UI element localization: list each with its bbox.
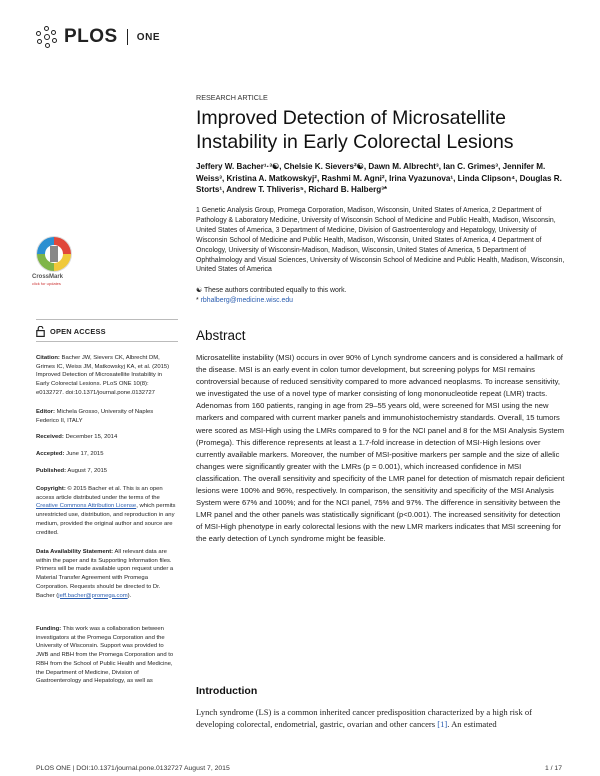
funding-text: This work was a collaboration between investigators at the Promega Corporation and the University of Wisconsin. Support was provided to JWB and RBH from the Promega Corporation and to RBH from the School of Public Health and Medicine, the Department of Medicine, Division of Gastroenterology and Hepatology, as well as — [36, 626, 174, 685]
citation-block — [36, 354, 176, 398]
article-title: Improved Detection of Microsatellite Instability in Early Colorectal Lesions — [196, 107, 514, 153]
sidebar-divider-oa — [36, 341, 178, 342]
citation-label: Citation: — [36, 355, 60, 361]
copyright-block — [36, 485, 176, 537]
author-notes — [196, 286, 568, 305]
introduction-text — [196, 706, 568, 730]
contact-email-link[interactable]: jeff.bacher@promega.com — [58, 592, 128, 599]
copyright-text: © 2015 Bacher et al. This is an open access article distributed under the terms of the — [36, 486, 163, 501]
copyright-text-end: , which permits unrestricted use, distribution, and reproduction in any medium, provided the original author and source are credited. — [36, 503, 176, 536]
journal-logo — [36, 26, 160, 48]
crossmark-sub: click for updates — [32, 281, 61, 286]
author-list: Jeffery W. Bacher¹·³☯, Chelsie K. Sievers²☯, Dawn M. Albrecht³, Ian C. Grimes³, Jennifer M. Weiss³, Kristina A. Matkowskyj², Rashmi M. Agni², Irina Vyazunova¹, Linda Clipson⁴, Douglas R. Storts¹, Andrew T. Thliveris⁵, Richard B. Halberg³* — [196, 162, 562, 194]
crossmark-label: CrossMark — [32, 274, 64, 280]
abstract-text: Microsatellite instability (MSI) occurs in over 90% of Lynch syndrome cancers and is considered a hallmark of the disease. MSI is an early event in colon tumor development, but screening polyps for MSI remains controversial because of reduced sensitivity compared to more advanced neoplasms. To increase sensitivity, we investigated the use of a novel type of marker consisting of long mononucleotide repeat (LMR) tracts. Adenomas from 160 patients, ranging in age from 29–55 years old, were screened for MSI using the new markers and compared with current marker panels and immunohistochemistry standards. Overall, 15 tumors were scored as MSI-High using the LMRs compared to 9 for the NCI panel and 8 for the MSI Analysis System (Promega). This difference represents at least a 1.7-fold increase in detection of MSI-High lesions over currently available markers. Moreover, the number of MSI-positive markers per sample and the size of allelic changes were significantly greater with the LMRs (p = 0.001), which increased confidence in MSI classification. The overall sensitivity and specificity of the LMR panel for detection of mismatch repair deficient lesions were 100% and 96%, respectively. In comparison, the sensitivity and specificity of the MSI Analysis System were 67% and 100%; and for the NCI panel, 75% and 97%. The difference in sensitivity between the LMR panel and the other panels was statistically significant (p<0.001). The increased sensitivity for detection of MSI-High phenotype in early colorectal lesions with the new LMR markers indicates that MSI screening for the early detection of Lynch syndrome might be feasible. — [196, 353, 565, 544]
journal-sub: ONE — [136, 31, 161, 43]
published-date: August 7, 2015 — [67, 468, 108, 474]
accepted-label: Accepted: — [36, 451, 65, 457]
editor-text: Michela Grosso, University of Naples Federico II, ITALY — [36, 409, 154, 424]
funding-block — [36, 625, 176, 686]
intro-text-start: Lynch syndrome (LS) is a common inherited cancer predisposition characterized by a high risk of developing colorectal, endometrial, gastric, ovarian and other cancers — [196, 707, 533, 730]
journal-name: PLOS — [64, 26, 118, 47]
editor-label: Editor: — [36, 409, 55, 415]
page-number: 1 / 17 — [544, 765, 562, 772]
received-date: December 15, 2014 — [65, 434, 118, 440]
sidebar-divider-top — [36, 319, 178, 320]
corresponding-email-row: * rbhalberg@medicine.wisc.edu — [196, 296, 294, 304]
citation-text: Bacher JW, Sievers CK, Albrecht DM, Grimes IC, Weiss JM, Matkowskyj KA, et al. (2015) Improved Detection of Microsatellite Instability in Early Colorectal Lesions. PLoS ONE 10(8): e0132727. doi:10.1371/journal.pone.0132727 — [36, 355, 170, 396]
data-availability-end: ). — [127, 592, 132, 599]
equal-contribution-note: ☯ These authors contributed equally to this work. — [196, 287, 347, 294]
footer-citation: PLOS ONE | DOI:10.1371/journal.pone.0132727 August 7, 2015 — [36, 765, 230, 772]
accepted-date: June 17, 2015 — [66, 451, 104, 457]
plos-dots-icon — [36, 26, 58, 48]
logo-divider — [127, 29, 128, 45]
intro-text-end: . An estimated — [447, 719, 497, 730]
affiliations: 1 Genetic Analysis Group, Promega Corporation, Madison, Wisconsin, United States of America, 2 Department of Pathology & Laboratory Medicine, University of Wisconsin School of Medicine and Public Health, Madison, Wisconsin, United States of America, 3 Department of Medicine, Division of Gastroenterology and Hepatology, University of Wisconsin School of Medicine and Public Health, Madison, Wisconsin, United States of America, 4 Department of Oncology, University of Wisconsin-Madison, Madison, Wisconsin, United States of America, 5 Department of Ophthalmology and Visual Sciences, University of Wisconsin School of Medicine and Public Health, Madison, Wisconsin, United States of America — [196, 207, 565, 274]
copyright-label: Copyright: — [36, 486, 66, 492]
reference-link[interactable]: [1] — [437, 719, 448, 730]
article-type: RESEARCH ARTICLE — [196, 93, 268, 102]
data-availability-block — [36, 548, 176, 600]
received-block — [36, 433, 176, 442]
funding-label: Funding: — [36, 626, 62, 632]
accepted-block — [36, 450, 176, 459]
editor-block — [36, 408, 176, 425]
corresponding-email-link[interactable]: rbhalberg@medicine.wisc.edu — [200, 296, 294, 304]
open-access-badge — [36, 326, 106, 337]
open-access-label: OPEN ACCESS — [50, 327, 106, 336]
received-label: Received: — [36, 434, 64, 440]
open-lock-icon — [36, 326, 45, 337]
data-availability-text: All relevant data are within the paper and its Supporting Information files. Primers will be made available upon request under a Material Transfer Agreement with Promega Corporation. Requests should be directed to Dr. Bacher ( — [36, 549, 174, 599]
introduction-heading: Introduction — [196, 685, 258, 697]
published-block — [36, 467, 176, 476]
published-label: Published: — [36, 468, 67, 474]
license-link[interactable]: Creative Commons Attribution License — [36, 503, 137, 510]
data-availability-label: Data Availability Statement: — [36, 549, 114, 555]
abstract-heading: Abstract — [196, 328, 246, 343]
